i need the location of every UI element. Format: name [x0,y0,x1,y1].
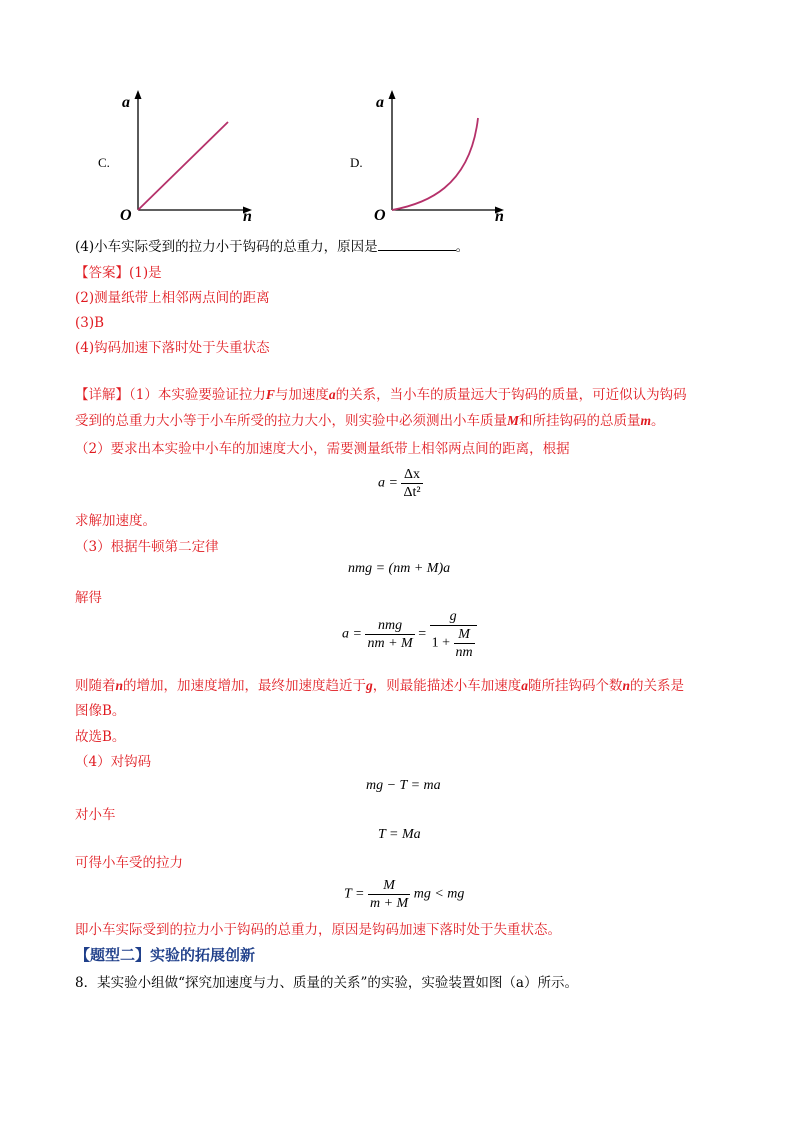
option-d-label: D. [350,155,363,170]
answer-line-1 [75,263,162,283]
detail-p4-conclusion: 即小车实际受到的拉力小于钩码的总重力，原因是钩码加速下落时处于失重状态。 [75,922,561,938]
eq3-num1: nmg [365,617,414,635]
detail-text: 的关系是 [630,678,685,694]
graph-d-curve [392,118,478,210]
var-F: F [265,387,275,402]
detail-p1b [75,411,665,431]
graph-d-y-arrow [389,90,396,99]
detail-tag: 【详解】 [75,387,129,403]
eq3-equals: = [418,626,427,642]
answer-tag: 【答案】 [75,265,129,281]
graph-d-ylabel: a [376,94,384,111]
graph-c-y-arrow [135,90,142,99]
question-8: 8．某实验小组做“探究加速度与力、质量的关系”的实验，实验装置如图（a）所示。 [75,975,578,991]
option-c-label: C. [98,155,110,170]
eq3-den2-pre: 1 + [431,635,450,651]
eq6-lhs: T = [344,886,365,902]
detail-text: 的关系，当小车的质量远大于钩码的质量，可近似认为钩码 [335,387,687,403]
answer-1: (1)是 [129,265,162,281]
eq3-den2 [430,626,477,661]
graph-c-xlabel: n [243,208,252,223]
detail-text: 随所挂钩码个数 [528,678,623,694]
detail-text: （1）本实验要验证拉力 [129,387,266,403]
eq6-num: M [368,877,410,895]
eq3-den2-num: M [454,626,475,644]
equation-1 [378,466,423,501]
detail-text: 则随着 [75,678,116,694]
graph-d-xlabel: n [495,208,504,223]
graph-c-ylabel: a [122,94,130,111]
equation-3 [342,608,477,661]
var-m: m [640,413,652,428]
section-heading: 【题型二】实验的拓展创新 [75,946,256,964]
detail-text: 的增加，加速度增加，最终加速度趋近于 [123,678,367,694]
question-4-end: 。 [455,239,470,255]
var-M: M [507,413,520,428]
detail-p4-cart: 对小车 [75,807,116,823]
detail-p4-pull: 可得小车受的拉力 [75,855,183,871]
eq1-den: Δt² [403,485,421,500]
eq3-den2-fraction [454,626,475,661]
answer-blank [378,236,456,251]
eq1-lhs: a = [378,475,398,491]
detail-text: 和所挂钩码的总质量 [519,413,641,429]
question-4 [75,236,469,257]
equation-5: T = Ma [378,827,421,842]
equation-4: mg − T = ma [366,778,441,793]
answer-line-2: (2)测量纸带上相邻两点间的距离 [75,290,270,306]
eq6-rhs: mg < mg [413,886,465,902]
graph-c-origin: O [120,207,132,223]
detail-p3d: 图像B。 [75,703,126,719]
detail-text: 受到的总重力大小等于小车所受的拉力大小，则实验中必须测出小车质量 [75,413,507,429]
answer-line-3: (3)B [75,315,105,331]
detail-p3-solve: 解得 [75,590,102,606]
eq3-fraction-1 [365,617,414,652]
graph-c-line [138,122,228,210]
eq3-lhs: a = [342,626,362,642]
eq6-den: m + M [369,896,409,911]
graph-d-origin: O [374,207,386,223]
detail-p2-after: 求解加速度。 [75,513,156,529]
var-n: n [622,678,631,693]
graph-c [118,88,268,223]
var-g: g [366,678,373,693]
detail-text: ，则最能描述小车加速度 [372,678,522,694]
var-n: n [115,678,124,693]
detail-p3c [75,676,684,696]
eq3-den2-den: nm [455,645,473,660]
question-4-text: (4)小车实际受到的拉力小于钩码的总重力，原因是 [75,239,378,255]
detail-text: 。 [651,413,665,429]
detail-p3: （3）根据牛顿第二定律 [75,539,219,555]
graph-d [370,88,520,223]
eq3-fraction-2 [430,608,477,661]
eq1-num: Δx [401,466,422,484]
detail-p2: （2）要求出本实验中小车的加速度大小，需要测量纸带上相邻两点间的距离，根据 [75,441,570,457]
eq3-num2: g [430,608,477,626]
eq6-fraction [368,877,410,912]
var-a: a [328,387,336,402]
equation-6 [344,877,464,912]
detail-text: 与加速度 [274,387,329,403]
detail-p3e: 故选B。 [75,729,126,745]
equation-2: nmg = (nm + M)a [348,561,451,576]
answer-line-4: (4)钩码加速下落时处于失重状态 [75,340,270,356]
eq1-fraction [401,466,422,501]
var-a: a [521,678,529,693]
detail-p4: （4）对钩码 [75,754,152,770]
detail-p1a [75,385,687,405]
eq3-den1: nm + M [367,636,413,651]
